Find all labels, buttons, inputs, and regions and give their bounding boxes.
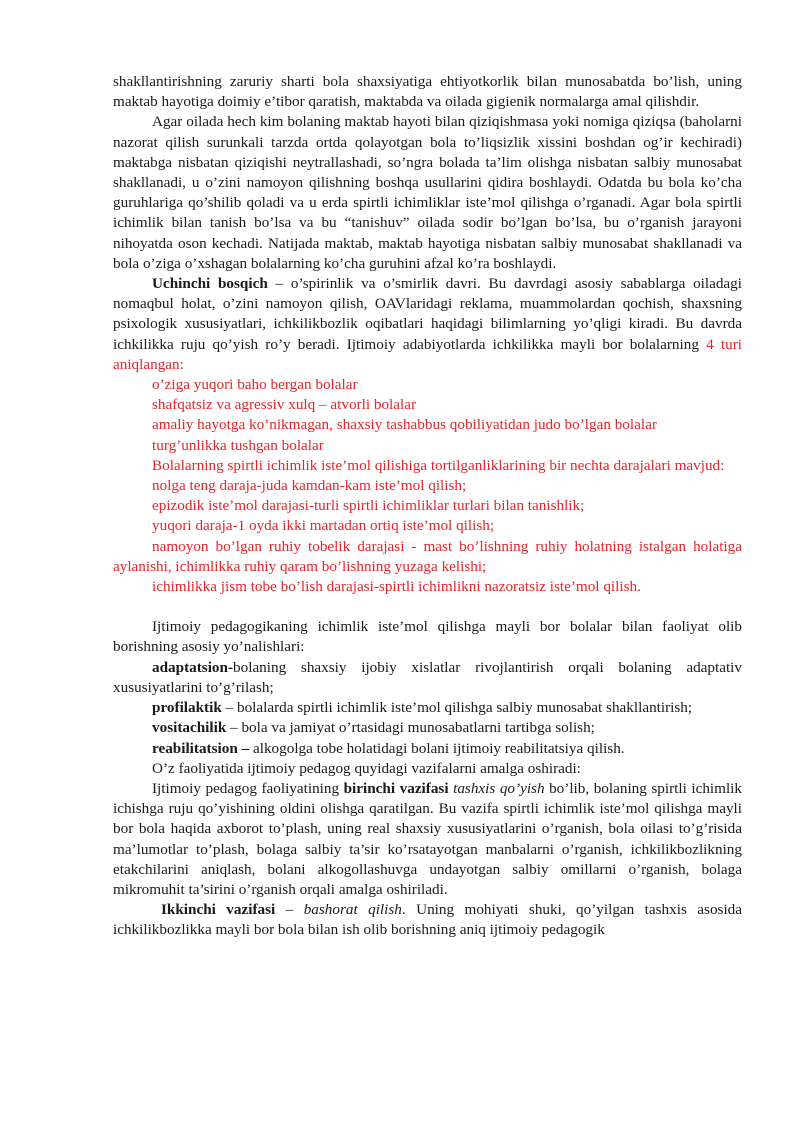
paragraph-family: Agar oilada hech kim bolaning maktab hayoti bilan qiziqishmasa yoki nomiga qiziqsa (baholarni nazorat qilish surunkali tarzda ortda qolayotgan bola to’liqsizlik xissini boshdan og’ir kechiradi) maktabga nisbatan qiziqishi neytrallashadi, so’ngra bolada ta’lim olishga nisbatan salbiy munosabat shakllanadi, u o’zini namoyon qilishning boshqa usullarini qidira boshlaydi. Odatda bu bola ko’cha guruhlariga qo’shilib qoladi va u erda spirtli ichimliklar iste’mol qilishga o’rganadi. Agar bola spirtli ichimlik bilan tanish bo’lsa va bu “tanishuv” oilada sodir bo’lgan bo’lsa, bu o’rganish jarayoni nihoyatda oson kechadi. Natijada maktab, maktab hayotiga nisbatan salbiy munosabat shakllanadi va bola o’ziga o’xshagan bolalarning ko’cha guruhini afzal ko’ra boshlaydi. — [113, 113, 742, 272]
term-mediation: vositachilik — [152, 719, 227, 737]
highlight-four-types: 4 turi aniqlangan: — [113, 335, 742, 373]
list-levels — [113, 476, 742, 597]
paragraph-intro: shakllantirishning zaruriy sharti bola shaxsiyatiga ehtiyotkorlik bilan munosabatda bo’lish, uning maktab hayotiga doimiy e’tibor qaratish, maktabda va oilada gigienik normalarga amal qilishdir. — [113, 73, 742, 111]
list-item: shafqatsiz va agressiv xulq – atvorli bolalar — [152, 396, 417, 414]
term-second-task: Ikkinchi vazifasi — [161, 901, 276, 919]
spacer — [113, 597, 742, 617]
direction-prophylactic — [113, 698, 742, 718]
list-item: amaliy hayotga ko’nikmagan, shaxsiy tashabbus qobiliyatidan judo bo’lgan bolalar — [152, 416, 657, 434]
first-task-text: bo’lib, bolaning spirtli ichimlik ichishga ruju qo’yishining oldini olishga qaratilgan. Bu vazifa spirtli ichimlik iste’mol qilishga mayli bor bola haqida axborot to’plash, uning real shaxsiy xususiyatlarini o’rganish, bola oilasi to’g’risida ma’lumotlar to’plash, bolaga salbiy ta’sir ko’rsatayotgan manbalarni o’rganish, ichkilikbozlikning etakchilarini aniqlash, bolani alkogollashuvga undayotgan salbiy omillarni o’rganish, bolaga mikromuhit ta’sirini o’rganish orqali amalga oshiriladi. — [113, 779, 742, 898]
term-adaptation: adaptatsion- — [152, 658, 234, 676]
direction-text: bolaning shaxsiy ijobiy xislatlar rivojlantirish orqali bolaning adaptativ xususiyatlarini to’g’rilash; — [113, 658, 742, 696]
term-first-task: birinchi vazifasi — [343, 779, 449, 797]
direction-text: – bola va jamiyat o’rtasidagi munosabatlarni tartibga solish; — [226, 719, 595, 737]
second-task-dash: – — [275, 901, 304, 919]
second-task-text: . Uning mohiyati shuki, qo’yilgan tashxis asosida ichkilikbozlikka mayli bor bola bilan ish olib borishning aniq ijtimoiy pedagogik — [113, 901, 743, 939]
term-rehabilitation: reabilitatsion – — [152, 739, 250, 757]
document-page — [113, 72, 742, 941]
list-item: nolga teng daraja-juda kamdan-kam iste’mol qilish; — [152, 477, 467, 495]
paragraph-first-task — [113, 779, 742, 900]
list-item: ichimlikka jism tobe bo’lish darajasi-spirtli ichimlikni nazoratsiz iste’mol qilish. — [152, 578, 641, 596]
list-item: namoyon bo’lgan ruhiy tobelik darajasi - mast bo’lishning ruhiy holatning istalgan holatiga aylanishi, ichimlikka ruhiy qaram bo’lishning yuzaga kelishi; — [113, 537, 742, 575]
list-item: turg’unlikka tushgan bolalar — [152, 436, 324, 454]
direction-text: – bolalarda spirtli ichimlik iste’mol qilishga salbiy munosabat shakllantirish; — [221, 699, 693, 717]
list-item: yuqori daraja-1 oyda ikki martadan ortiq iste’mol qilish; — [152, 517, 495, 535]
term-forecasting: bashorat qilish — [303, 901, 402, 919]
paragraph-second-task — [113, 900, 742, 940]
direction-adaptation — [113, 658, 742, 698]
direction-text: alkogolga tobe holatidagi bolani ijtimoiy reabilitatsiya qilish. — [249, 739, 625, 757]
direction-rehabilitation — [113, 739, 742, 759]
list-item: epizodik iste’mol darajasi-turli spirtli ichimliklar turlari bilan tanishlik; — [152, 497, 585, 515]
paragraph-directions-intro: Ijtimoiy pedagogikaning ichimlik iste’mol qilishga mayli bor bolalar bilan faoliyat olib borishning asosiy yo’nalishlari: — [113, 618, 742, 656]
third-stage-text: – o’spirinlik va o’smirlik davri. Bu davrdagi asosiy sabablarga oiladagi nomaqbul holat, o’zini namoyon qilish, OAVlaridagi reklama, muammolardan qochish, shaxsning psixologik xususiyatlari, ichkilikbozlik oqibatlari haqidagi bilimlarning yo’qligi kiradi. Bu davrda ichkilikka ruju qo’yish ro’y beradi. Ijtimoiy adabiyotlarda ichkilikka mayli bor bolalarning — [113, 275, 742, 353]
first-task-lead: Ijtimoiy pedagog faoliyatining — [152, 779, 344, 797]
paragraph-third-stage — [113, 274, 742, 375]
paragraph-levels-intro: Bolalarning spirtli ichimlik iste’mol qilishiga tortilganliklarining bir nechta darajalari mavjud: — [152, 456, 725, 474]
term-prophylactic: profilaktik — [152, 699, 222, 717]
paragraph-tasks-intro: O’z faoliyatida ijtimoiy pedagog quyidagi vazifalarni amalga oshiradi: — [152, 759, 581, 777]
term-diagnosis: tashxis qo’yish — [453, 779, 545, 797]
direction-mediation — [113, 718, 742, 738]
term-third-stage: Uchinchi bosqich — [152, 275, 268, 293]
list-child-types — [113, 375, 742, 456]
list-item: o’ziga yuqori baho bergan bolalar — [152, 376, 358, 394]
